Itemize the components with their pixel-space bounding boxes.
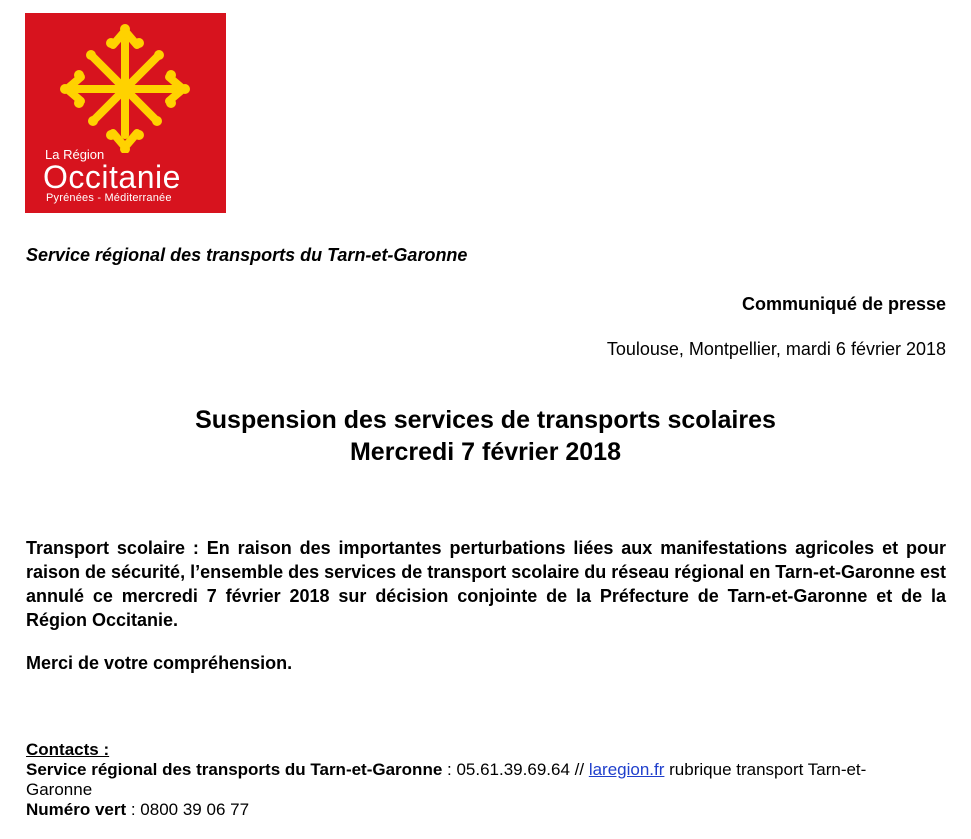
contacts-service-name: Service régional des transports du Tarn-et-Garonne [26,760,443,779]
logo-subtitle: Pyrénées - Méditerranée [46,192,172,204]
body-paragraph [26,536,946,632]
contacts-heading: Contacts : [26,740,110,759]
body-text: En raison des importantes perturbations liées aux manifestations agricoles et pour raison de sécurité, l’ensemble des services de transport scolaire du réseau régional en Tarn-et-Garonne est annulé ce mercredi 7 février 2018 sur décision conjointe de la Préfecture de Tarn-et-Garonne et de la Région Occitanie. [26,538,947,630]
contacts-block [26,740,926,820]
merci-line: Merci de votre compréhension. [26,653,293,673]
logo-region-label: La Région [45,147,105,162]
numero-vert-label: Numéro vert [26,800,127,819]
communique-label: Communiqué de presse [741,294,946,314]
service-line: Service régional des transports du Tarn-et-Garonne [26,245,468,265]
title-line-2: Mercredi 7 février 2018 [349,438,621,466]
region-logo [25,13,226,213]
laregion-link[interactable]: laregion.fr [588,760,665,779]
body-lead: Transport scolaire : [26,538,199,558]
page-title [0,404,971,468]
occitan-cross-icon [55,23,195,153]
numero-vert-value: : 0800 39 06 77 [126,800,250,819]
contacts-service-phone: : 05.61.39.69.64 // [442,760,589,779]
title-line-1: Suspension des services de transports scolaires [195,406,776,434]
contacts-link-suffix: rubrique transport Tarn-et-Garonne [26,760,867,799]
dateline: Toulouse, Montpellier, mardi 6 février 2018 [606,339,946,359]
logo-name: Occitanie [43,159,181,195]
